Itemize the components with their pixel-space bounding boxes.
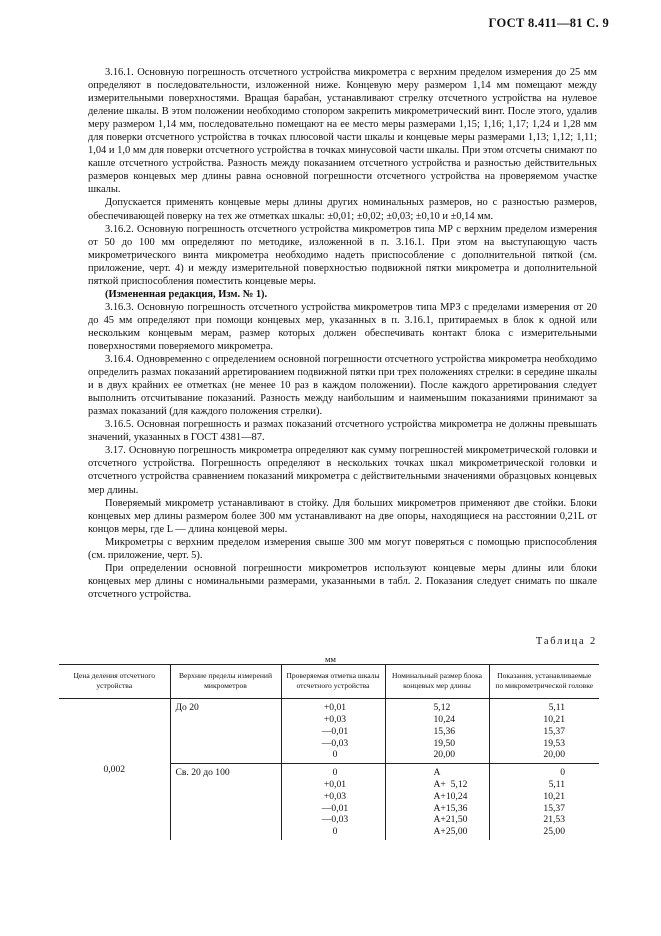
cell-value: 10,24 bbox=[433, 713, 456, 725]
cell-value: +0,01 bbox=[323, 778, 347, 790]
column-header: Проверяемая отметка шкалы отсчетного устройства bbox=[281, 665, 385, 699]
paragraph-3-16-5: 3.16.5. Основная погрешность и размах показаний отсчетного устройства микрометра не должны превышать значений, указанных в ГОСТ 4381—87. bbox=[88, 419, 597, 444]
column-header: Номинальный размер блока концевых мер длины bbox=[385, 665, 489, 699]
cell-value: 5,12 bbox=[433, 702, 451, 714]
cell-value: 15,37 bbox=[543, 725, 565, 737]
range-cell: Св. 20 до 100 bbox=[170, 764, 281, 840]
cell-value: А bbox=[433, 767, 441, 779]
cell-value: +0,03 bbox=[323, 713, 347, 725]
table-units: мм bbox=[325, 654, 336, 664]
column-header: Цена деления отсчетного устройства bbox=[59, 665, 170, 699]
cell-value: А+ 5,12 bbox=[433, 778, 468, 790]
marks-cell bbox=[281, 699, 385, 764]
cell-value: А+25,00 bbox=[433, 826, 468, 838]
range-cell: До 20 bbox=[170, 699, 281, 764]
paragraph-3-16-4: 3.16.4. Одновременно с определением основной погрешности отсчетного устройства микрометра необходимо определить размах показаний арретированием подвижной пятки при трех положениях стрелки: в середине шкалы и в двух крайних ее отметках (не менее 10 раз в каждом положении). После каждого арретирования следует выполнить отсчитывание показаний. Разность между наибольшим и наименьшим показаниями принимают за размах показаний (для каждого положения стрелки). bbox=[88, 354, 597, 418]
cell-value: —0,03 bbox=[321, 814, 349, 826]
cell-value: 10,21 bbox=[543, 790, 565, 802]
table-row bbox=[59, 699, 599, 764]
document-body bbox=[88, 66, 597, 601]
table-header-row bbox=[59, 665, 599, 699]
paragraph: Поверяемый микрометр устанавливают в стойку. Для больших микрометров применяют две стойки. Блоки концевых мер длины размером более 300 мм устанавливают на две опоры, находящиеся на расстоянии 0,21L от концов меры, где L — длина концевой меры. bbox=[88, 497, 597, 535]
sizes-cell bbox=[385, 699, 489, 764]
cell-value: 19,53 bbox=[543, 737, 565, 749]
readings-cell bbox=[489, 764, 599, 840]
table-caption: Таблица 2 bbox=[535, 636, 597, 647]
paragraph-3-16-2: 3.16.2. Основную погрешность отсчетного устройства микрометров типа МР с верхним пределом измерения от 50 до 100 мм определяют по методике, изложенной в п. 3.16.1. При этом на выступающую часть микрометрического винта микрометра необходимо надеть приспособление с дополнительной пяткой (см. приложение, черт. 4) и между измерительной поверхностью подвижной пятки микрометра и дополнительной пяткой приспособления поместить концевые меры. bbox=[88, 223, 597, 287]
paragraph: При определении основной погрешности микрометров используют концевые меры длины или блоки концевых мер длины с номинальными размерами, указанными в табл. 2. Показания следует снимать по шкале отсчетного устройства. bbox=[88, 562, 597, 600]
cell-value: —0,03 bbox=[321, 737, 349, 749]
cell-value: 20,00 bbox=[433, 749, 456, 761]
cell-value: +0,03 bbox=[323, 790, 347, 802]
cell-value: А+10,24 bbox=[433, 790, 468, 802]
paragraph: Микрометры с верхним пределом измерения свыше 300 мм могут поверяться с помощью приспособления (см. приложение, черт. 5). bbox=[88, 536, 597, 561]
marks-cell bbox=[281, 764, 385, 840]
cell-value: А+15,36 bbox=[433, 802, 468, 814]
cell-value: 5,11 bbox=[548, 778, 565, 790]
column-header: Показания, устанавливаемые по микрометрической головке bbox=[489, 665, 599, 699]
cell-value: 10,21 bbox=[543, 713, 565, 725]
table-2 bbox=[59, 664, 599, 840]
cell-value: 15,36 bbox=[433, 725, 456, 737]
cell-value: 25,00 bbox=[543, 826, 565, 838]
sizes-cell bbox=[385, 764, 489, 840]
paragraph-3-16-1: 3.16.1. Основную погрешность отсчетного устройства микрометра с верхним пределом измерения до 25 мм определяют в последовательности, изложенной ниже. Концевую меру размером 1,14 мм помещают между измерительными поверхностями. Вращая барабан, устанавливают стрелку отсчетного устройства на нулевое деление шкалы. В этом положении необходимо стопором закрепить микрометрический винт. После этого, удалив меру размером 1,14 мм, последовательно помещают на ее место меры размерами 1,15; 1,16; 1,17; 1,24 и 1,28 мм для поверки отсчетного устройства в точках плюсовой части шкалы и концевые меры размерами 1,13; 1,12; 1,11; 1,04 и 1,0 мм для поверки отсчетного устройства в точках минусовой части шкалы. При этом отсчеты снимают по кашле отсчетного устройства. Разность между показанием отсчетного устройства и разностью действительных размеров концевых мер длины равна основной погрешности отсчетного устройства на проверяемом участке шкалы. bbox=[88, 67, 597, 196]
cell-value: —0,01 bbox=[321, 725, 349, 737]
cell-value: 20,00 bbox=[543, 749, 565, 761]
cell-value: А+21,50 bbox=[433, 814, 468, 826]
cell-value: +0,01 bbox=[323, 702, 347, 714]
paragraph-3-16-3: 3.16.3. Основную погрешность отсчетного устройства микрометров типа МРЗ с пределами измерения от 20 до 45 мм определяют при помощи концевых мер, указанных в п. 3.16.1, притираемых в блок к одной или нескольким концевым мерам, размер которых должен обеспечивать контакт блока с измерительными поверхностями поверяемого микрометра. bbox=[88, 301, 597, 352]
cell-value: 5,11 bbox=[548, 702, 565, 714]
cell-value: 0 bbox=[332, 749, 338, 761]
page-header: ГОСТ 8.411—81 С. 9 bbox=[488, 16, 609, 30]
cell-value: 15,37 bbox=[543, 802, 565, 814]
paragraph-3-17: 3.17. Основную погрешность микрометра определяют как сумму погрешностей микрометрической головки и отсчетного устройства. Погрешность определяют в нескольких точках шкал микрометрической головки и отсчетного устройства сравнением показаний микрометра с действительными значениями образцовых концевых мер длины. bbox=[88, 445, 597, 496]
paragraph: Допускается применять концевые меры длины других номинальных размеров, но с разностью размеров, обеспечивающей поверку на тех же отметках шкалы: ±0,01; ±0,02; ±0,03; ±0,10 и ±0,14 мм. bbox=[88, 197, 597, 222]
cell-value: 21,53 bbox=[543, 814, 565, 826]
cell-value: 19,50 bbox=[433, 737, 456, 749]
amendment-note: (Измененная редакция, Изм. № 1). bbox=[105, 288, 268, 300]
cell-value: 0 bbox=[560, 767, 565, 779]
cell-value: —0,01 bbox=[321, 802, 349, 814]
cell-value: 0 bbox=[332, 826, 338, 838]
cell-value: 0 bbox=[332, 767, 338, 779]
division-value: 0,002 bbox=[103, 764, 126, 776]
readings-cell bbox=[489, 699, 599, 764]
column-header: Верхние пределы измерений микрометров bbox=[170, 665, 281, 699]
